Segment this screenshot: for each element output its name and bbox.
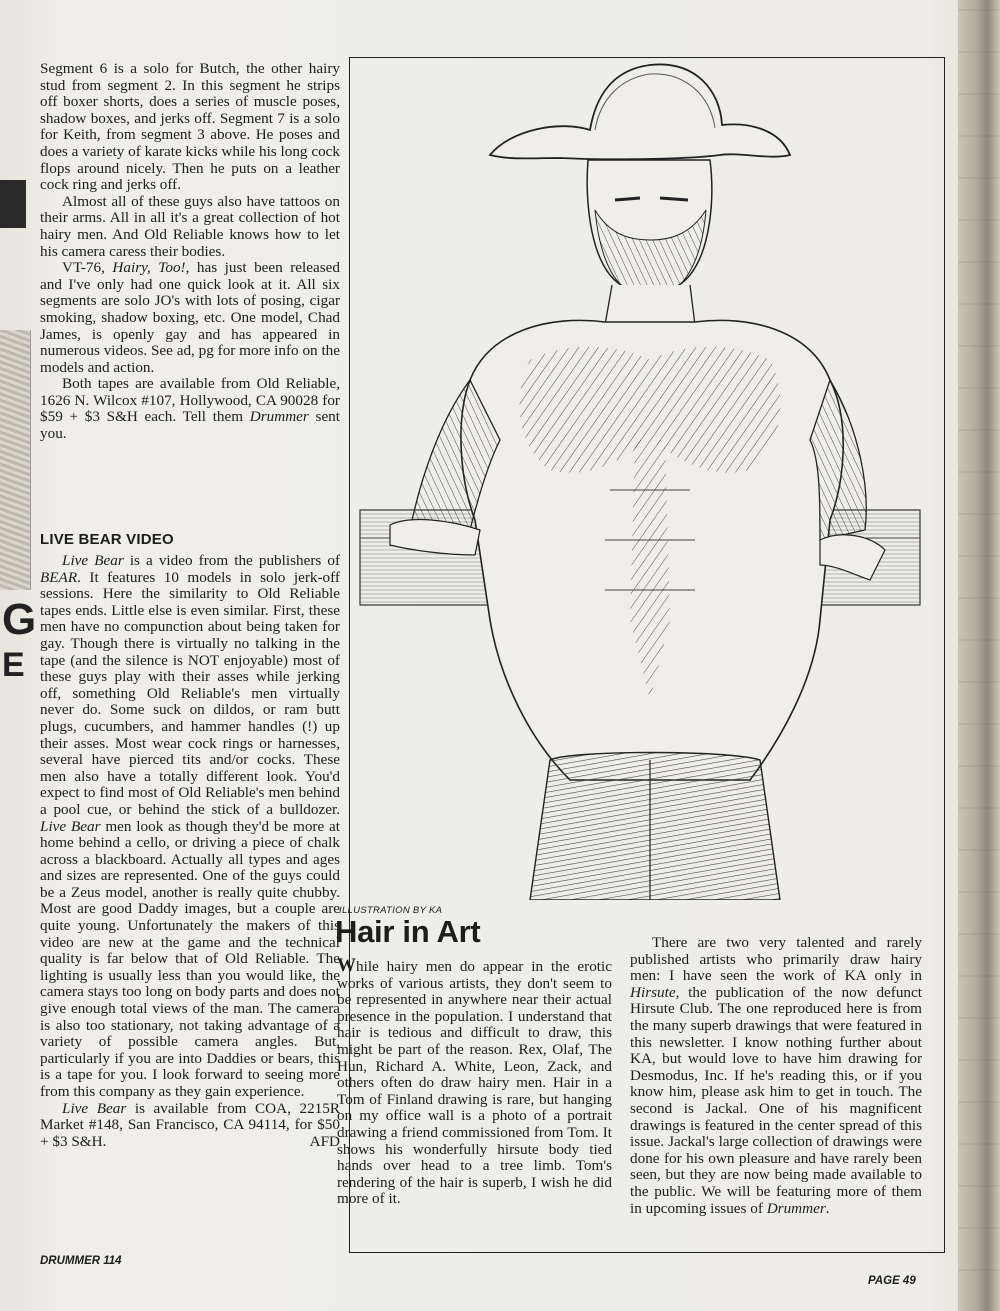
section-heading: LIVE BEAR VIDEO [40,531,174,548]
paragraph: Segment 6 is a solo for Butch, the other hairy stud from segment 2. In this segment he strips off boxer shorts, does a series of muscle poses, shadow boxes, and jerks off. Segment 7 is a solo for Keith, from segment 3 above. He poses and does a variety of karate kicks while his long cock flops around nicely. Then he puts on a leather cock ring and jerks off. [40,60,340,194]
adjacent-page-letter: G [2,595,37,644]
magazine-name: Drummer [249,408,309,426]
paragraph: Both tapes are available from Old Reliable, 1626 N. Wilcox #107, Hollywood, CA 90028 for $59 + $3 S&H each. Tell them Drummer sent you. [40,375,340,443]
paragraph: Live Bear is available from COA, 2215R Market #148, San Francisco, CA 94114, for $50 + $3 S&H. AFD [40,1099,340,1150]
paragraph: Almost all of these guys also have tattoos on their arms. All in all it's a great collection of hot hairy men. And Old Reliable knows how to let his camera caress their bodies. [40,192,340,260]
issue-footer: DRUMMER 114 [40,1255,122,1267]
video-title: Hairy, Too! [112,259,186,277]
page-number: PAGE 49 [868,1275,916,1287]
drop-cap: W [337,955,356,976]
paragraph: Live Bear is a video from the publishers of BEAR. It features 10 models in solo jerk-off sessions. Here the similarity to Old Reliable tapes ends. Little else is even similar. First, these men have no compunction about being taken for gay. Though there is virtually no talking in the tape (and the silence is NOT enjoyable) most of these guys play with their asses while jerking off, something Old Reliable's men virtually never do. Some suck on dildos, or ram butt plugs, cucumbers, and hammer handles (!) up their asses. Most wear cock rings or harnesses, several have pierced tits and/or cocks. These men also have a totally different look. You'd expect to find most of Old Reliable's men behind a pool cue, or behind the stick of a bulldozer. Live Bear men look as though they'd be more at home behind a cello, or driving a piece of chalk across a blackboard. Actually all types and ages and sizes are represented. One of the guys could be a Zeus model, another is really quite chubby. Most are good Daddy images, but a couple are quite young. Unfortunately the makers of this video are new at the game and the technical quality is far below that of Old Reliable. The lighting is usually less than you would like, the camera stays too long on body parts and does not give enough total views of the man. The camera is also too stationary, not taking advantage of a variety of possible camera angles. But, particularly if you are into Daddies or bears, this is a tape for you. I look forward to seeing more from this company as they gain experience. [40,552,341,1100]
paragraph: VT-76, Hairy, Too!, has just been released and I've only had one quick look at it. All six segments are solo JO's with lots of posing, cigar smoking, shadow boxing, etc. One model, Chad James, is openly gay and has appeared in numerous videos. See ad, pg for more info on the models and action. [40,259,340,376]
paragraph: There are two very talented and rarely published artists who primarily draw hairy men: I have seen the work of KA only in Hirsute, the publication of the now defunct Hirsute Club. The one reproduced here is from the many superb drawings that were featured in this newsletter. I know nothing further about KA, but would love to have him drawing for Desmodus, Inc. If he's reading this, or if you know him, please ask him to get in touch. The second is Jackal. One of his magnificent drawings is featured in the center spread of this issue. Jackal's large collection of drawings were done for his own pleasure and have rarely been seen, but they are now being made available to the public. We will be featuring more of them in upcoming issues of Drummer. [630,934,922,1217]
article-title: Hair in Art [335,914,481,949]
publication-name: Hirsute [630,983,676,1001]
column-1-top [40,61,340,443]
illustration-drawing [350,60,940,900]
magazine-name: Drummer [766,1199,826,1217]
illustration [350,60,940,900]
adjacent-page-edge [0,120,37,740]
author-signature: AFD [309,1132,340,1150]
column-1-bottom [40,553,340,1150]
adjacent-page-block [0,180,26,228]
adjacent-page-letter: E [2,646,25,684]
binding-edge [958,0,1000,1311]
illustration-credit: ILLUSTRATION BY KA [339,905,443,916]
paragraph: While hairy men do appear in the erotic works of various artists, they don't seem to be represented in anywhere near their actual presence in the population. I understand that hair is tedious and difficult to draw, this might be part of the reason. Rex, Olaf, The Hun, Richard A. White, Leon, Zack, and others often do draw hairy men. Hair in a Tom of Finland drawing is rare, but hanging on my office wall is a photo of a portrait drawing a friend commissioned from Tom. It shows his wonderfully hirsute body tied hands over head to a tree limb. Tom's rendering of the hair is superb, I wish he did more of it. [337,955,612,1208]
adjacent-page-photo [0,330,31,590]
article-column-2 [630,935,922,1217]
article-column-1 [337,955,612,1208]
